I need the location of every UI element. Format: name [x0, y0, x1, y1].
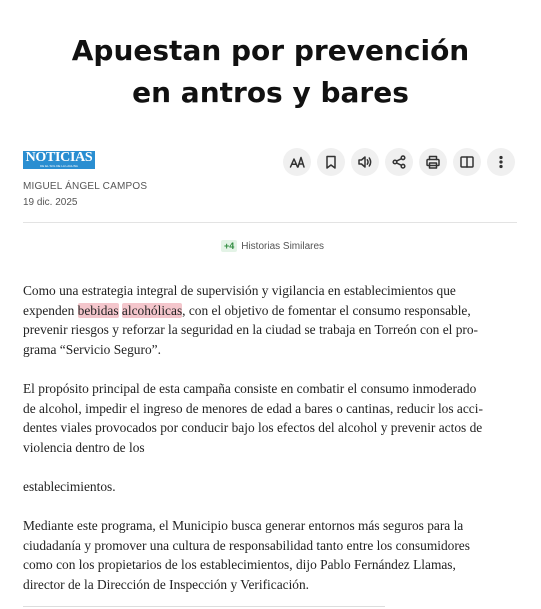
print-button[interactable]	[419, 148, 447, 176]
text-line: de alcohol, impedir el ingreso de menores de edad a bares o cantinas, reducir los acci-	[23, 400, 483, 416]
text-line: ciudadanía y promover una cultura de responsabilidad tanto entre los consumidores	[23, 537, 470, 553]
article-author[interactable]: MIGUEL ÁNGEL CAMPOS	[23, 181, 148, 192]
text-line: dentes viales provocados por conducir bajo los efectos del alcohol y prevenir actos de	[23, 420, 483, 436]
similar-stories-label: Historias Similares	[241, 241, 325, 252]
footer-divider	[23, 606, 385, 607]
share-button[interactable]	[385, 148, 413, 176]
text-line: El propósito principal de esta campaña consiste en combatir el consumo inmoderado	[23, 380, 477, 396]
article-headline	[0, 30, 541, 114]
highlight-alcoholicas[interactable]: alcohólicas	[121, 302, 183, 318]
text-line: Mediante este programa, el Municipio busca generar entornos más seguros para la	[23, 518, 464, 534]
article-body	[23, 281, 517, 595]
paragraph-4	[23, 516, 517, 594]
article-date: 19 dic. 2025	[23, 197, 78, 208]
header-divider	[23, 222, 517, 223]
text-line: prevenir riesgos y reforzar la seguridad en la ciudad se trabaja en Torreón con el pro-	[23, 322, 479, 338]
reader-view-icon	[459, 154, 475, 170]
text-line: , con el objetivo de fomentar el consumo responsable,	[182, 302, 471, 318]
headline-line-1: Apuestan por prevención	[71, 34, 470, 67]
paragraph-3	[23, 477, 517, 497]
listen-button[interactable]	[351, 148, 379, 176]
print-icon	[425, 154, 441, 170]
similar-count-badge: +4	[221, 240, 237, 252]
bookmark-button[interactable]	[317, 148, 345, 176]
text-line: director de la Dirección de Inspección y Verificación.	[23, 576, 310, 592]
article-toolbar	[283, 148, 515, 176]
text-line: como con los propietarios de los establecimientos, dijo Pablo Fernández Llamas,	[23, 557, 456, 573]
paragraph-1	[23, 281, 517, 359]
text-line: grama “Servicio Seguro”.	[23, 341, 161, 357]
highlight-bebidas[interactable]: bebidas	[77, 302, 119, 318]
logo-text: NOTICIAS	[25, 151, 93, 165]
logo-tagline: DE EL SOL DE LA LAGUNA	[40, 164, 78, 168]
publication-logo[interactable]	[23, 151, 95, 169]
share-icon	[391, 154, 407, 170]
text-line: violencia dentro de los	[23, 439, 145, 455]
bookmark-icon	[323, 154, 339, 170]
text-size-button[interactable]	[283, 148, 311, 176]
text-line: establecimientos.	[23, 478, 116, 494]
more-icon	[493, 154, 509, 170]
headline-line-2: en antros y bares	[132, 76, 409, 109]
text-size-icon	[289, 154, 305, 170]
reader-view-button[interactable]	[453, 148, 481, 176]
similar-stories-link[interactable]	[0, 240, 541, 252]
listen-icon	[357, 154, 373, 170]
more-button[interactable]	[487, 148, 515, 176]
text-line: Como una estrategia integral de supervisión y vigilancia en establecimientos que	[23, 283, 456, 298]
paragraph-2	[23, 379, 517, 457]
text-line: expenden	[23, 302, 78, 318]
